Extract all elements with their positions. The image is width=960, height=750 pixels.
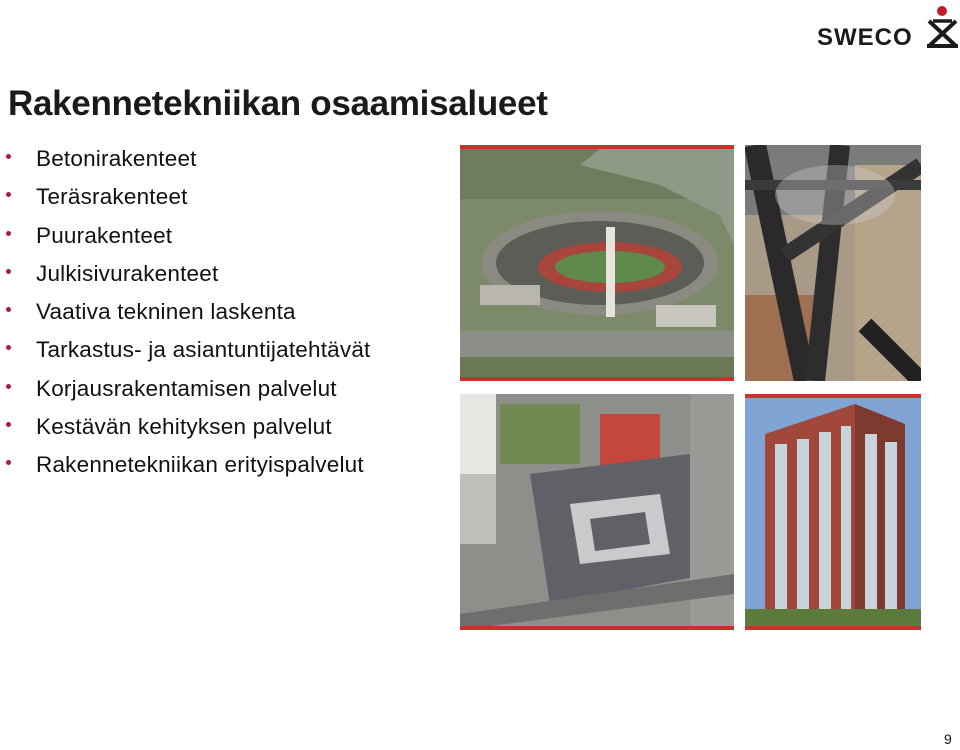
burnt-steel-truss-photo xyxy=(745,145,921,381)
bullet-icon xyxy=(6,460,11,465)
bullet-icon xyxy=(6,231,11,236)
bullet-icon xyxy=(6,307,11,312)
bullet-text: Vaativa tekninen laskenta xyxy=(36,299,296,325)
logo-wordmark: SWECO xyxy=(817,24,913,51)
bullet-icon xyxy=(6,345,11,350)
tower-building-photo xyxy=(745,394,921,630)
bullet-text: Kestävän kehityksen palvelut xyxy=(36,414,332,440)
office-block-aerial-photo xyxy=(460,394,734,630)
stadium-aerial-photo xyxy=(460,145,734,381)
bullet-text: Tarkastus- ja asiantuntijatehtävät xyxy=(36,337,371,363)
bullet-icon xyxy=(6,192,11,197)
bullet-text: Betonirakenteet xyxy=(36,146,197,171)
sweco-figure-icon xyxy=(926,4,960,50)
bullet-icon xyxy=(6,422,11,427)
sweco-logo xyxy=(815,4,960,50)
bullet-text: Korjausrakentamisen palvelut xyxy=(36,375,337,401)
bullet-text: Julkisivurakenteet xyxy=(36,260,219,286)
bullet-icon xyxy=(6,154,11,159)
bullet-text: Puurakenteet xyxy=(36,222,173,248)
bullet-icon xyxy=(6,384,11,389)
bullet-text: Rakennetekniikan erityispalvelut xyxy=(36,452,364,478)
bullet-icon xyxy=(6,269,11,274)
bullet-text: Teräsrakenteet xyxy=(36,184,188,210)
page-number: 9 xyxy=(944,731,952,747)
slide-title: Rakennetekniikan osaamisalueet xyxy=(8,84,548,123)
